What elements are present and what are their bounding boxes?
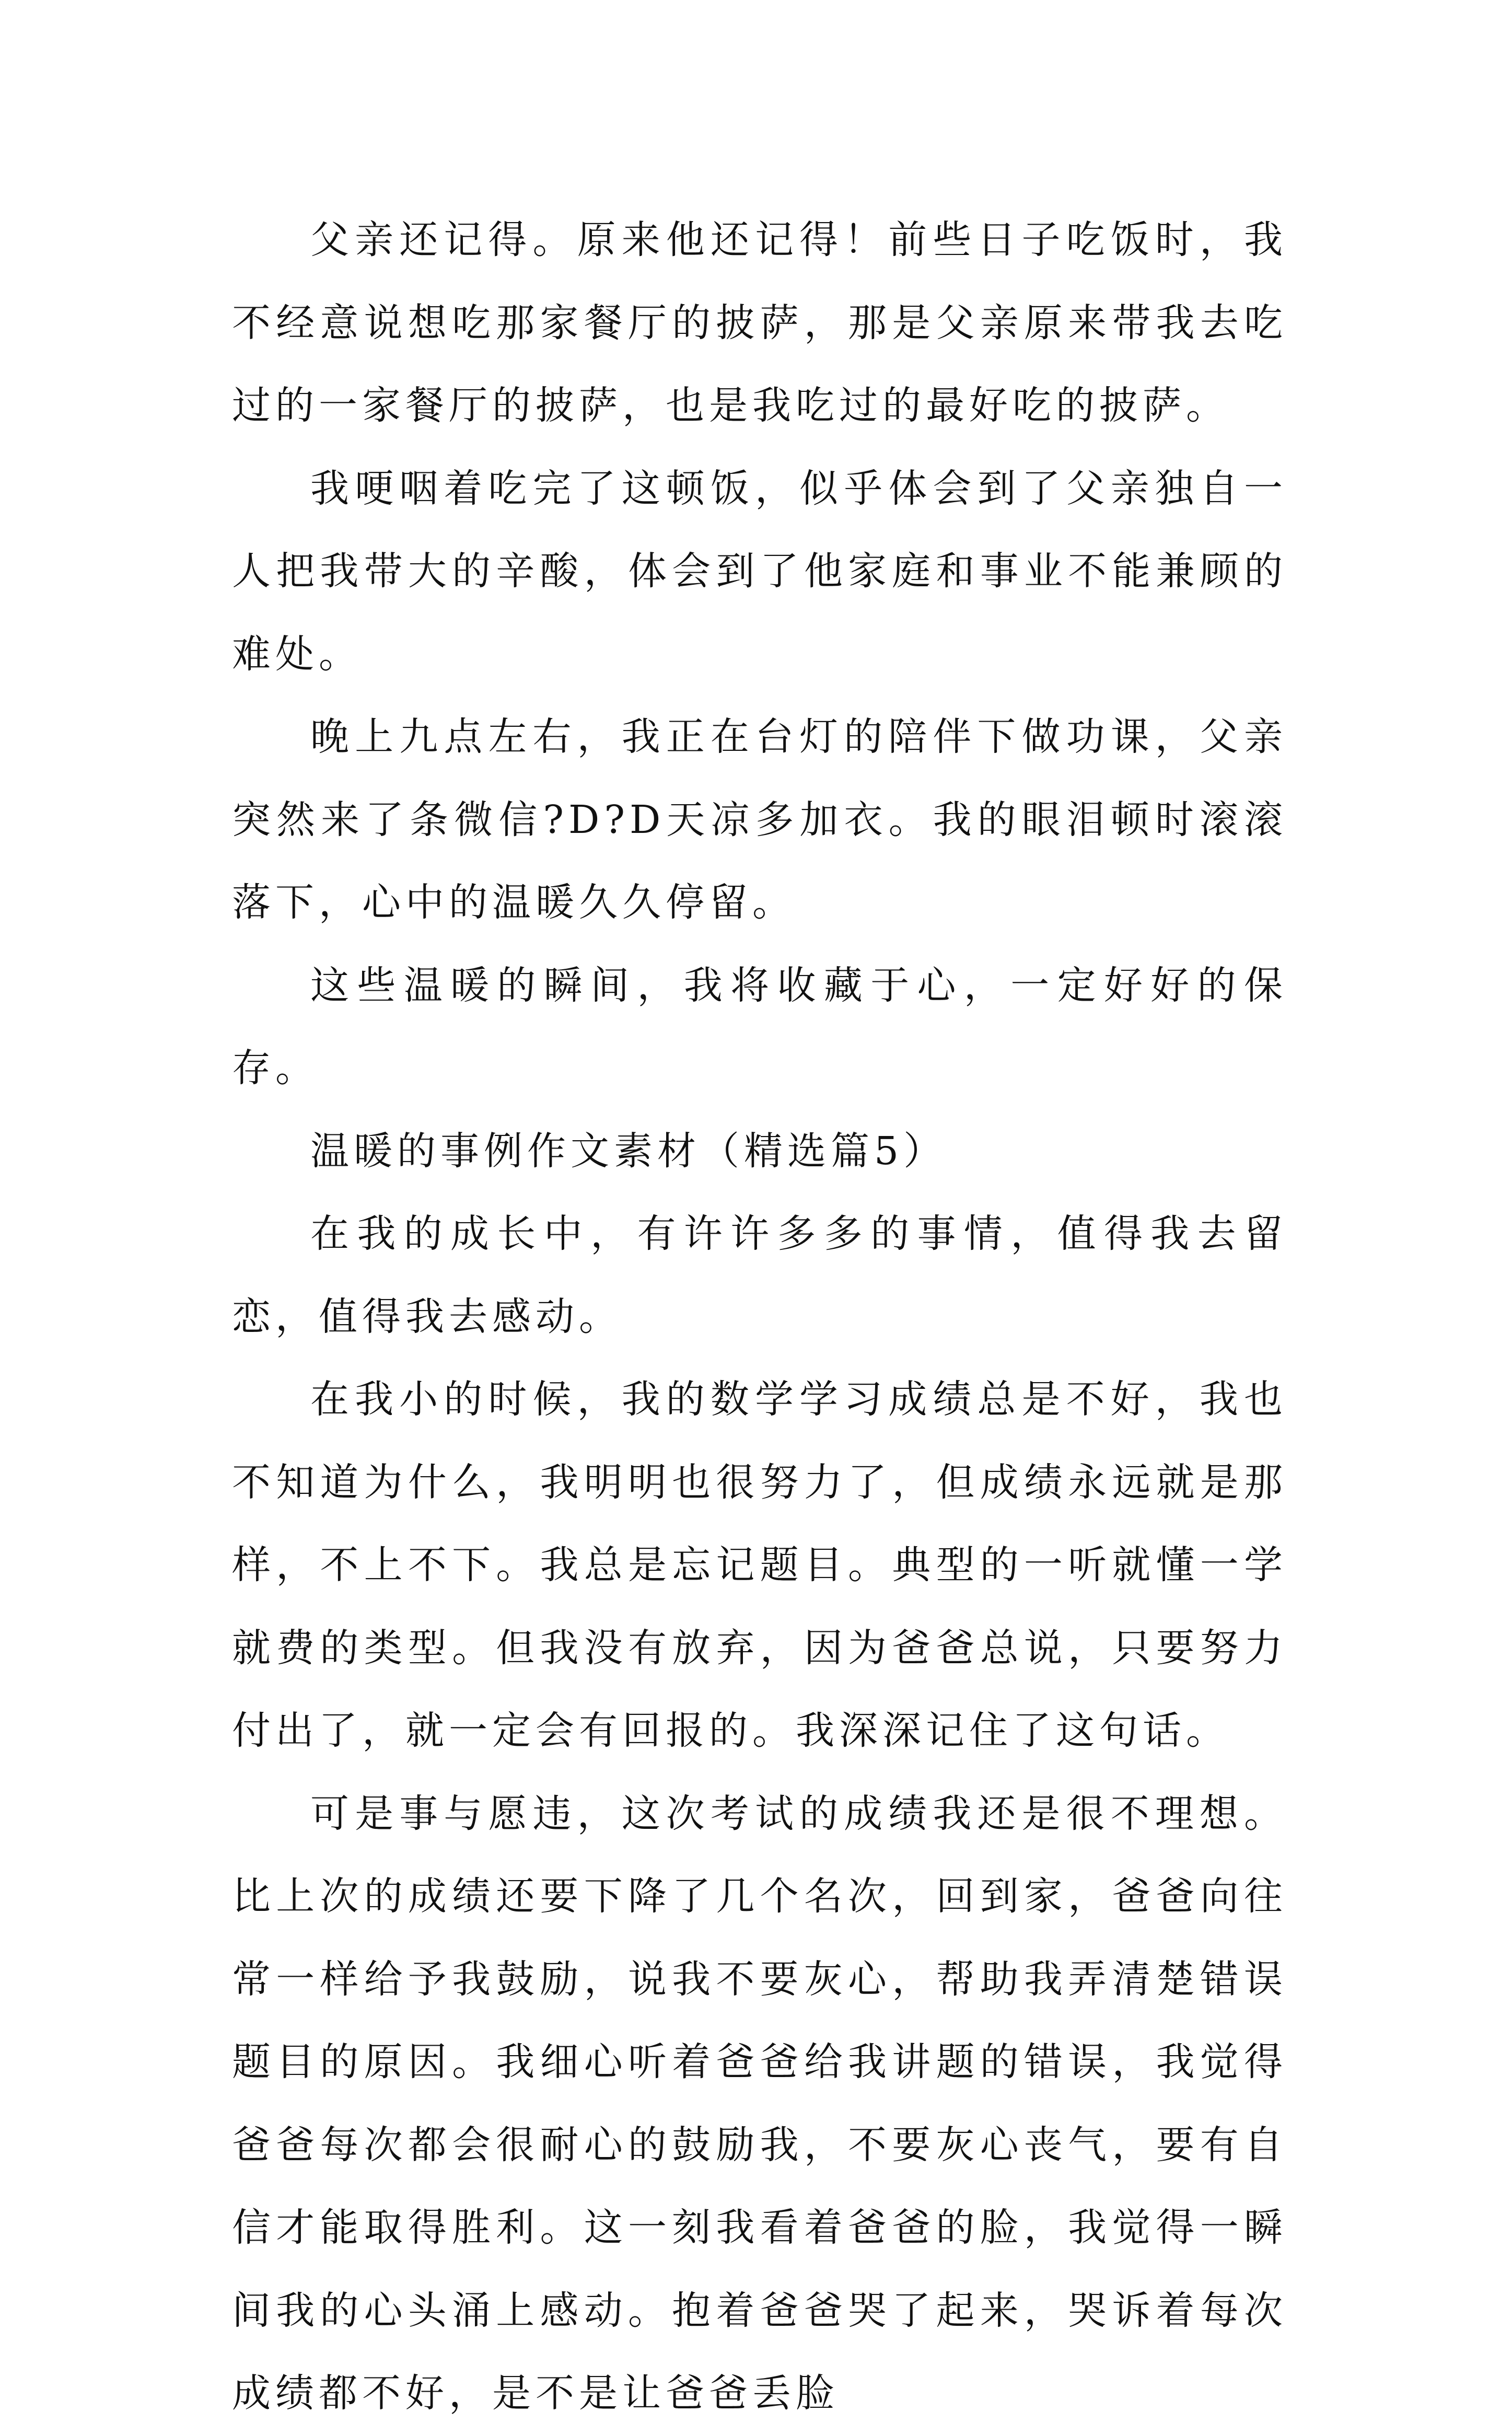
paragraph: 这些温暖的瞬间，我将收藏于心，一定好好的保存。 (232, 963, 1287, 1091)
paragraph: 我哽咽着吃完了这顿饭，似乎体会到了父亲独自一人把我带大的辛酸，体会到了他家庭和事业不能兼顾的难处。 (232, 466, 1287, 677)
section-heading: 温暖的事例作文素材（精选篇5） (310, 1128, 947, 1174)
paragraph: 晚上九点左右，我正在台灯的陪伴下做功课，父亲突然来了条微信?D?D天凉多加衣。我的眼泪顿时滚滚落下，心中的温暖久久停留。 (232, 714, 1287, 925)
paragraph: 在我的成长中，有许许多多的事情，值得我去留恋，值得我去感动。 (232, 1211, 1287, 1339)
paragraph: 可是事与愿违，这次考试的成绩我还是很不理想。比上次的成绩还要下降了几个名次，回到家，爸爸向往常一样给予我鼓励，说我不要灰心，帮助我弄清楚错误题目的原因。我细心听着爸爸给我讲题的错误，我觉得爸爸每次都会很耐心的鼓励我，不要灰心丧气，要有自信才能取得胜利。这一刻我看着爸爸的脸，我觉得一瞬间我的心头涌上感动。抱着爸爸哭了起来，哭诉着每次成绩都不好，是不是让爸爸丢脸 (232, 1791, 1287, 2416)
paragraph: 在我小的时候，我的数学学习成绩总是不好，我也不知道为什么，我明明也很努力了，但成绩永远就是那样，不上不下。我总是忘记题目。典型的一听就懂一学就费的类型。但我没有放弃，因为爸爸总说，只要努力付出了，就一定会有回报的。我深深记住了这句话。 (232, 1377, 1287, 1753)
document-body (232, 199, 1287, 2435)
paragraph: 父亲还记得。原来他还记得！前些日子吃饭时，我不经意说想吃那家餐厅的披萨，那是父亲原来带我去吃过的一家餐厅的披萨，也是我吃过的最好吃的披萨。 (232, 217, 1287, 428)
